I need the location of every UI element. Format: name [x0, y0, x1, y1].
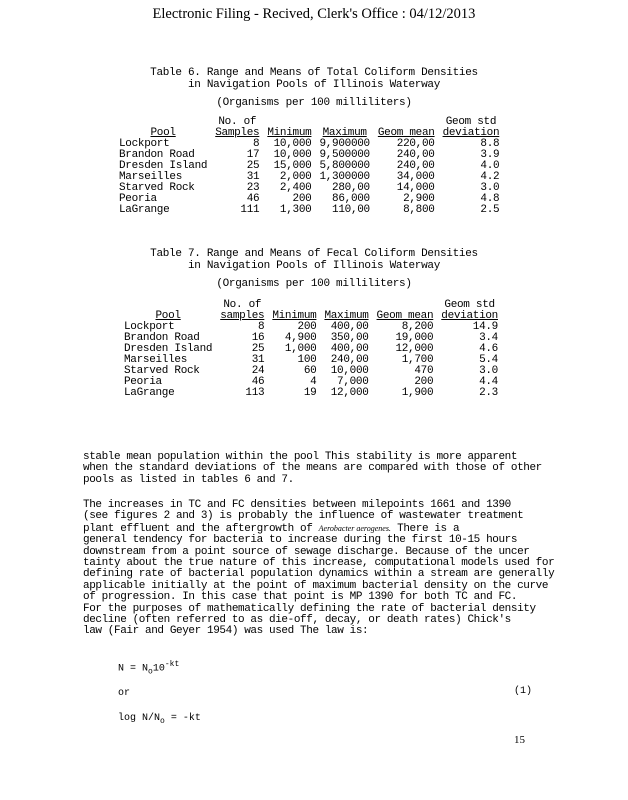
value-cell: 110,00: [332, 204, 370, 216]
column-header: Pool: [150, 127, 176, 139]
value-cell: 46: [246, 193, 260, 205]
value-cell: 7,000: [337, 376, 369, 388]
value-cell: 400,00: [330, 343, 369, 355]
value-cell: 200: [292, 193, 312, 205]
value-cell: 4.2: [480, 171, 500, 183]
pool-name-cell: Dresden Island: [119, 160, 208, 172]
value-cell: 34,000: [396, 171, 435, 183]
value-cell: 19: [303, 387, 317, 399]
table-row: [115, 205, 503, 216]
value-cell: 470: [414, 365, 434, 377]
value-cell: 1,000: [284, 343, 317, 355]
pool-name-cell: Lockport: [124, 321, 175, 333]
column-header-top: No. of: [218, 116, 257, 128]
value-cell: 1,300: [279, 204, 312, 216]
value-cell: 4: [310, 376, 317, 388]
value-cell: 9,500000: [319, 149, 370, 161]
value-cell: 16: [251, 332, 265, 344]
value-cell: 12,000: [330, 387, 369, 399]
value-cell: 25: [246, 160, 260, 172]
paragraph-2-line: decline (often referred to as die-off, decay, or death rates) Chick's: [83, 614, 511, 627]
value-cell: 8,800: [403, 204, 435, 216]
value-cell: 14,000: [396, 182, 435, 194]
column-header: samples: [220, 310, 265, 322]
pool-name-cell: LaGrange: [124, 387, 175, 399]
paragraph-2: [83, 499, 555, 638]
value-cell: 2,400: [279, 182, 312, 194]
value-cell: 3.4: [479, 332, 498, 344]
column-header: Pool: [155, 310, 181, 322]
column-header-top: Geom std: [444, 299, 495, 311]
paragraph-1-line: when the standard deviations of the means are compared with those of other: [83, 462, 542, 475]
table7-caption-line1: Table 7. Range and Means of Fecal Coliform Densities: [150, 248, 478, 260]
value-cell: 60: [303, 365, 317, 377]
table6-caption-line2: in Navigation Pools of Illinois Waterway: [187, 79, 441, 91]
value-cell: 4.6: [479, 343, 498, 355]
table6-caption-line3: (Organisms per 100 milliliters): [216, 97, 412, 109]
equation-2-rhs: = -kt: [164, 713, 201, 724]
paragraph-2-line: For the purposes of mathematically defining the rate of bacterial density: [83, 602, 536, 615]
value-cell: 240,00: [396, 149, 435, 161]
value-cell: 46: [251, 376, 265, 388]
species-name: Aerobacter aerogenes.: [318, 523, 391, 533]
value-cell: 15,000: [273, 160, 312, 172]
column-header: Maximum: [322, 127, 367, 139]
filing-header: Electronic Filing - Recived, Clerk's Office : 04/12/2013: [152, 6, 476, 22]
value-cell: 8: [258, 321, 265, 333]
equation-1-lhs: N = N: [118, 663, 149, 675]
column-header: deviation: [442, 127, 500, 139]
value-cell: 2.5: [480, 204, 500, 216]
value-cell: 31: [251, 354, 265, 366]
table7-caption-line2: in Navigation Pools of Illinois Waterway: [187, 260, 441, 272]
value-cell: 3.0: [479, 365, 498, 377]
value-cell: 10,000: [330, 365, 369, 377]
value-cell: 400,00: [330, 321, 369, 333]
value-cell: 10,000: [273, 138, 312, 150]
value-cell: 4,900: [284, 332, 317, 344]
table6-caption-line1: Table 6. Range and Means of Total Coliform Densities: [150, 67, 478, 79]
value-cell: 17: [246, 149, 260, 161]
value-cell: 240,00: [330, 354, 369, 366]
paragraph-2-line: tainty about the true nature of this increase, computational models used for: [83, 557, 555, 570]
column-header: Minimum: [267, 127, 312, 139]
value-cell: 3.9: [480, 149, 500, 161]
pool-name-cell: Marseilles: [119, 171, 183, 183]
table-row: [120, 388, 502, 399]
page-number: 15: [514, 734, 525, 746]
column-header: Minimum: [272, 310, 317, 322]
pool-name-cell: Starved Rock: [124, 365, 200, 377]
equation-1: [118, 660, 179, 676]
value-cell: 2,900: [403, 193, 435, 205]
equation-1-exponent: -kt: [164, 660, 180, 669]
value-cell: 350,00: [330, 332, 369, 344]
value-cell: 1,700: [401, 354, 434, 366]
value-cell: 9,900000: [319, 138, 370, 150]
pool-name-cell: Peoria: [124, 376, 162, 388]
table7-caption-line3: (Organisms per 100 milliliters): [216, 278, 412, 290]
value-cell: 14.9: [472, 321, 498, 333]
value-cell: 8,200: [401, 321, 434, 333]
value-cell: 200: [414, 376, 434, 388]
equation-1-base: 10: [152, 663, 165, 675]
pool-name-cell: Dresden Island: [124, 343, 213, 355]
paragraph-2-line: (see figures 2 and 3) is probably the influence of wastewater treatment: [83, 510, 524, 523]
pool-name-cell: LaGrange: [119, 204, 170, 216]
table6: [115, 117, 503, 216]
value-cell: 1,900: [401, 387, 434, 399]
value-cell: 86,000: [332, 193, 370, 205]
paragraph-2-line: defining rate of bacterial population dynamics within a stream are generally: [83, 568, 555, 581]
value-cell: 111: [240, 204, 260, 216]
paragraph-2-text: There is a: [390, 522, 460, 535]
pool-name-cell: Brandon Road: [119, 149, 195, 161]
column-header: deviation: [441, 310, 498, 322]
value-cell: 25: [251, 343, 265, 355]
value-cell: 19,000: [395, 332, 434, 344]
paragraph-2-text: plant effluent and the aftergrowth of: [83, 522, 319, 535]
value-cell: 8.8: [480, 138, 500, 150]
paragraph-1: [83, 452, 543, 486]
value-cell: 4.0: [480, 160, 500, 172]
column-header: Geom mean: [376, 310, 434, 322]
equation-2: [118, 713, 201, 726]
paragraph-2-line: of progression. In this case that point is MP 1390 for both TC and FC.: [83, 591, 518, 604]
value-cell: 2.3: [479, 387, 498, 399]
column-header-top: No. of: [223, 299, 262, 311]
value-cell: 220,00: [396, 138, 435, 150]
table7: [120, 300, 502, 399]
column-header-top: Geom std: [445, 116, 497, 128]
paragraph-1-line: stable mean population within the pool This stability is more apparent: [83, 451, 518, 463]
equation-2-subscript: o: [160, 717, 165, 726]
value-cell: 31: [246, 171, 260, 183]
pool-name-cell: Starved Rock: [119, 182, 195, 194]
pool-name-cell: Marseilles: [124, 354, 188, 366]
value-cell: 4.8: [480, 193, 500, 205]
value-cell: 12,000: [395, 343, 434, 355]
equation-2-lhs: log N/N: [118, 713, 161, 724]
pool-name-cell: Brandon Road: [124, 332, 200, 344]
value-cell: 10,000: [273, 149, 312, 161]
paragraph-2-line: downstream from a point source of sewage discharge. Because of the uncer: [83, 545, 530, 558]
value-cell: 23: [246, 182, 260, 194]
paragraph-1-line: pools as listed in tables 6 and 7.: [83, 473, 294, 486]
value-cell: 240,00: [396, 160, 435, 172]
value-cell: 5,800000: [319, 160, 370, 172]
value-cell: 5.4: [479, 354, 498, 366]
column-header: Samples: [215, 127, 260, 139]
value-cell: 280,00: [332, 182, 370, 194]
paragraph-2-line: law (Fair and Geyer 1954) was used The law is:: [83, 625, 369, 638]
paragraph-2-line: general tendency for bacteria to increase during the first 10-15 hours: [83, 534, 518, 547]
value-cell: 24: [251, 365, 265, 377]
value-cell: 8: [253, 138, 260, 150]
equation-number: (1): [514, 686, 533, 697]
value-cell: 113: [245, 387, 265, 399]
equation-1-subscript: o: [148, 667, 153, 677]
equation-or: or: [118, 688, 131, 699]
value-cell: 3.0: [480, 182, 500, 194]
pool-name-cell: Peoria: [119, 193, 157, 205]
value-cell: 1,300000: [319, 171, 370, 183]
value-cell: 100: [297, 354, 317, 366]
column-header: Maximum: [324, 310, 369, 322]
value-cell: 200: [297, 321, 317, 333]
column-header: Geom mean: [377, 127, 435, 139]
value-cell: 2,000: [279, 171, 312, 183]
paragraph-2-line: The increases in TC and FC densities between milepoints 1661 and 1390: [83, 499, 511, 511]
value-cell: 4.4: [479, 376, 498, 388]
pool-name-cell: Lockport: [119, 138, 170, 150]
paragraph-2-line: applicable initially at the point of maximum bacterial density on the curve: [83, 579, 549, 592]
